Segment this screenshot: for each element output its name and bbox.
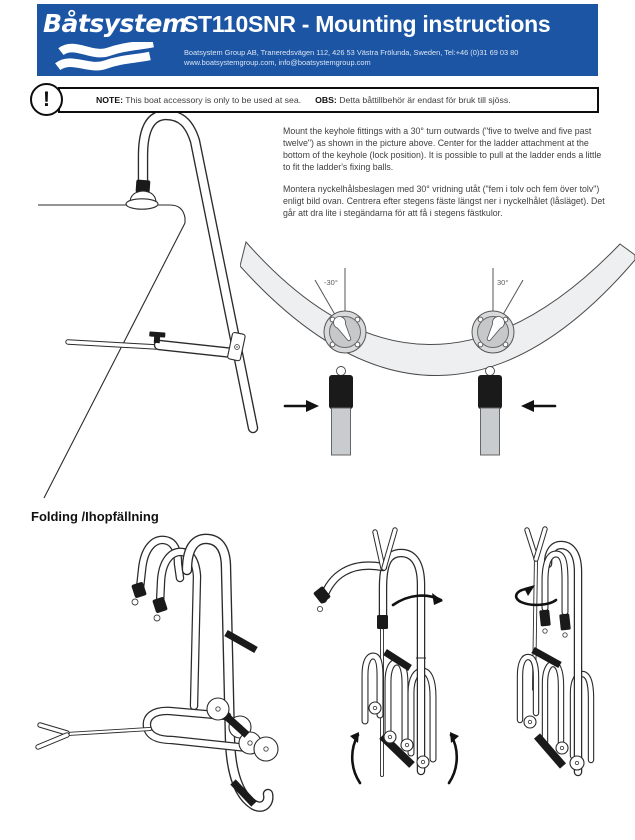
obs-label: OBS: <box>315 95 337 105</box>
hook-end-cap <box>152 596 168 613</box>
exclamation-glyph: ! <box>43 87 50 111</box>
angle-label-left: -30° <box>324 278 338 287</box>
angle-label-right: 30° <box>497 278 509 287</box>
hook-end-cap <box>559 614 571 631</box>
deck-mount-base <box>126 199 158 209</box>
arrow-right-icon <box>285 400 319 412</box>
warning-icon <box>30 83 63 116</box>
arrow-left-icon <box>521 400 555 412</box>
ladder-end-right <box>478 367 502 456</box>
notice-bar <box>58 87 599 113</box>
document-title: ST110SNR - Mounting instructions <box>183 11 551 37</box>
hull-band <box>240 242 635 376</box>
fitting-cap <box>377 615 388 629</box>
address-line-1: Boatsystem Group AB, Traneredsvägen 112, 426 53 Västra Frölunda, Sweden, Tel:+46 (0)31 69 03 80 <box>184 48 519 57</box>
instructions-swedish: Montera nyckelhålsbeslagen med 30° vridning utåt ("fem i tolv och fem över tolv") enligt bild ovan. Centrera efter stegens fäste längst ner i nyckelhålet (låsläget). Det går att dra lite i stegändarna för att få i stegens fästkulor. <box>283 184 605 219</box>
fold-up-arrow-right-icon <box>449 732 459 783</box>
note-label: NOTE: <box>96 95 124 105</box>
company-address <box>184 48 518 68</box>
instructions-english: Mount the keyhole fittings with a 30° turn outwards ("five to twelve and five past twelve") as shown in the picture above. Center for the ladder attachment at the bottom of the keyhole (lock position). It is possible to pull at the ladder ends a little to fit the ladder's fixing balls. <box>283 126 602 173</box>
note-text: This boat accessory is only to be used at sea. <box>123 95 302 105</box>
obs-text: Detta båttillbehör är endast för bruk till sjöss. <box>336 95 511 105</box>
deck-edge-line <box>38 205 185 223</box>
folding-section-heading: Folding /Ihopfällning <box>31 509 159 524</box>
hull-diagonal-line <box>44 223 185 498</box>
brand-name: Båtsystem <box>43 9 188 38</box>
wave-logo-icon <box>55 42 159 72</box>
hook-end-cap <box>539 610 551 627</box>
folding-step-2-drawing <box>303 525 483 819</box>
folding-step-1-drawing <box>30 530 322 836</box>
folding-step-3-drawing <box>490 524 632 796</box>
address-line-2: www.boatsystemgroup.com, info@boatsystemgroup.com <box>184 58 371 67</box>
fold-up-arrow-left-icon <box>350 732 360 783</box>
brand-logo <box>43 9 188 71</box>
hull-cross-section-drawing <box>240 238 635 462</box>
header-banner <box>37 4 598 76</box>
ladder-end-left <box>329 367 353 456</box>
